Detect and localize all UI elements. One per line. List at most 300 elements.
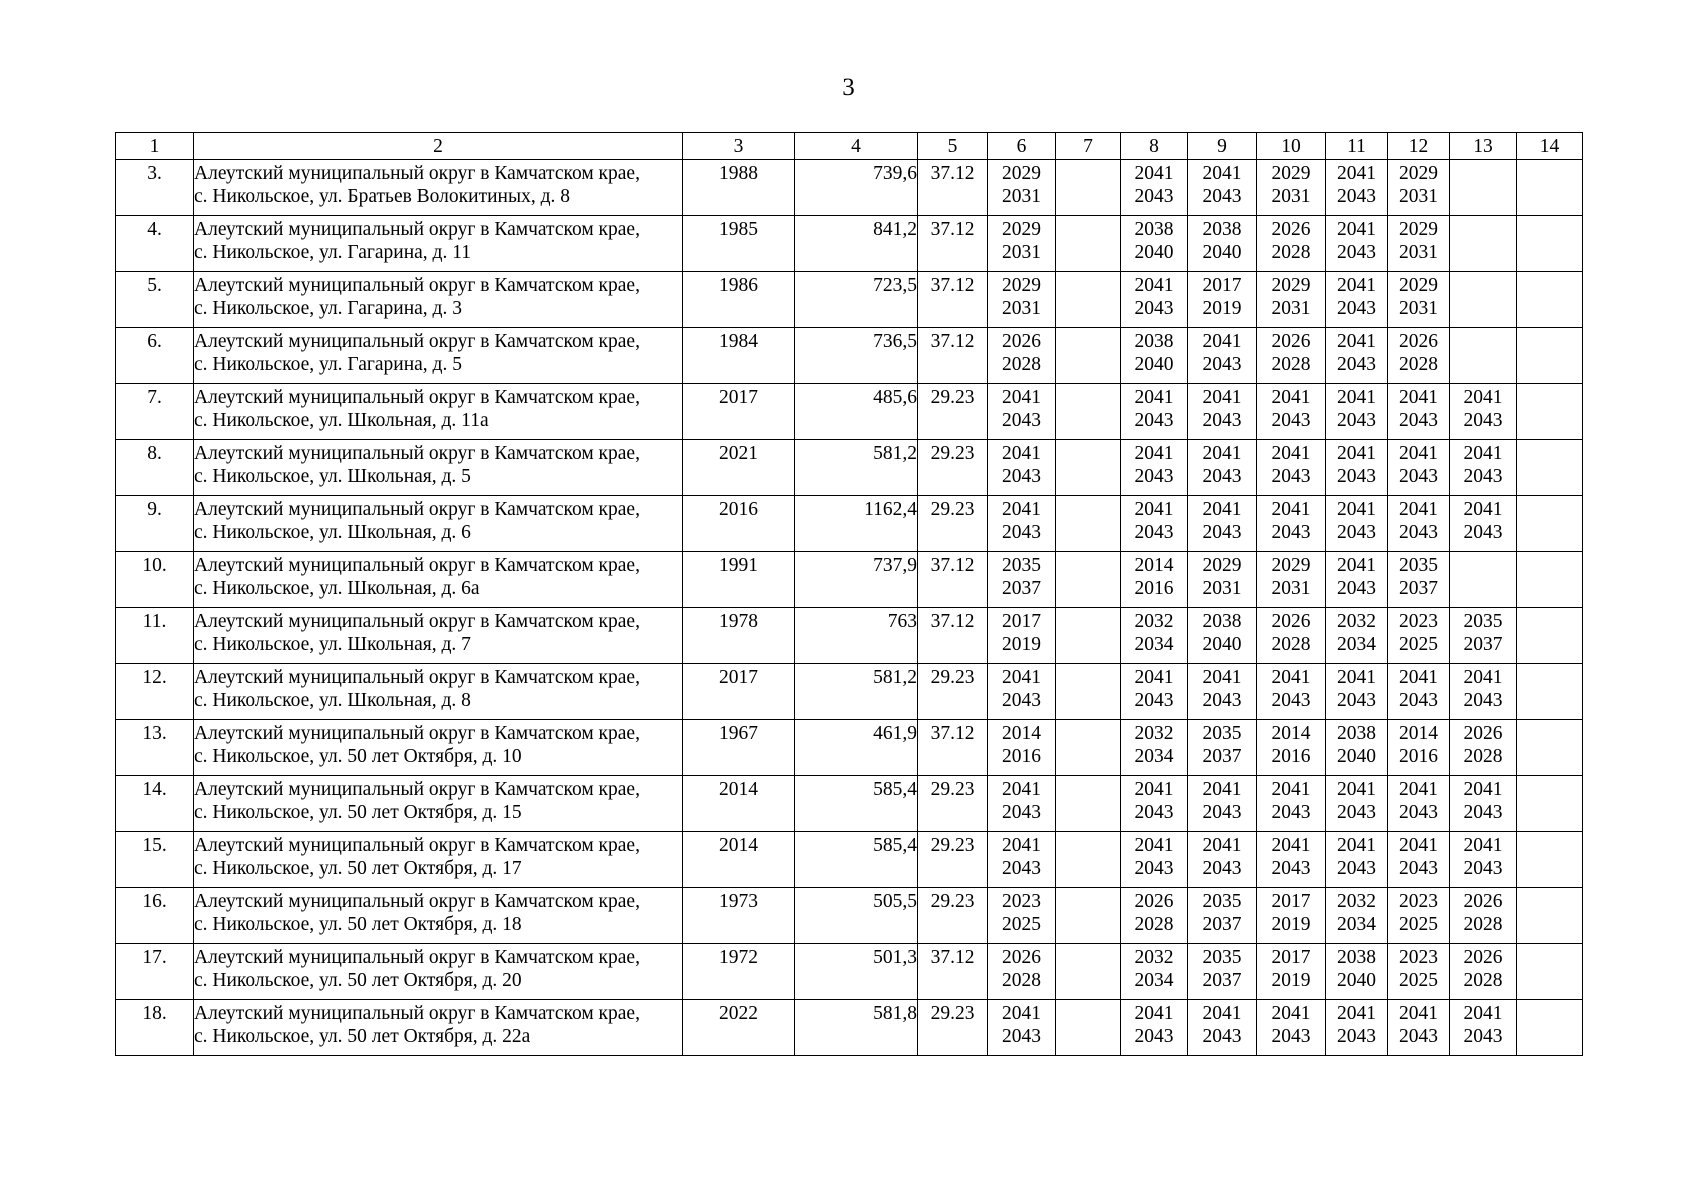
- period-year: 2040: [1202, 242, 1242, 263]
- period-year: 2041: [1463, 499, 1503, 520]
- address-line: Алеутский муниципальный округ в Камчатском крае,: [194, 947, 640, 968]
- area-cell: 737,9: [795, 552, 918, 608]
- period-year: 2028: [1463, 970, 1503, 991]
- period-cell-c11: [1326, 776, 1388, 832]
- period-year: 2043: [1002, 802, 1041, 823]
- row-number-cell: 3.: [116, 160, 194, 216]
- period-cell-c6: [988, 832, 1056, 888]
- address-line: с. Никольское, ул. Гагарина, д. 11: [194, 242, 471, 263]
- period-year: 2019: [1002, 634, 1041, 655]
- column-header-8: 8: [1121, 133, 1188, 160]
- period-year: 2043: [1463, 466, 1503, 487]
- build-year-cell: 2016: [683, 496, 795, 552]
- address-cell: [194, 832, 683, 888]
- row-number-cell: 5.: [116, 272, 194, 328]
- column-header-10: 10: [1257, 133, 1326, 160]
- period-year: 2031: [1399, 298, 1438, 319]
- period-cell-c13: [1450, 944, 1517, 1000]
- period-year: 2043: [1337, 858, 1376, 879]
- code-cell: 29.23: [918, 832, 988, 888]
- address-line: с. Никольское, ул. 50 лет Октября, д. 17: [194, 858, 522, 879]
- area-cell: 581,2: [795, 664, 918, 720]
- period-cell-c7: [1056, 216, 1121, 272]
- period-year: 2031: [1271, 578, 1311, 599]
- address-line: Алеутский муниципальный округ в Камчатском крае,: [194, 723, 640, 744]
- table-row: [116, 776, 1583, 832]
- area-cell: 723,5: [795, 272, 918, 328]
- column-number-header-row: [116, 133, 1583, 160]
- period-cell-c13: [1450, 888, 1517, 944]
- period-year: 2041: [1002, 667, 1041, 688]
- period-cell-c14: [1517, 944, 1583, 1000]
- period-cell-c8: [1121, 440, 1188, 496]
- address-line: с. Никольское, ул. 50 лет Октября, д. 18: [194, 914, 522, 935]
- period-year: 2043: [1002, 466, 1041, 487]
- period-year: 2043: [1002, 1026, 1041, 1047]
- period-cell-c9: [1188, 328, 1257, 384]
- code-cell: 37.12: [918, 272, 988, 328]
- period-year: 2043: [1337, 802, 1376, 823]
- row-number-cell: 10.: [116, 552, 194, 608]
- period-cell-c10: [1257, 496, 1326, 552]
- period-cell-c8: [1121, 944, 1188, 1000]
- code-cell: 37.12: [918, 216, 988, 272]
- address-cell: [194, 272, 683, 328]
- period-year: 2043: [1271, 1026, 1311, 1047]
- period-cell-c7: [1056, 608, 1121, 664]
- build-year-cell: 1973: [683, 888, 795, 944]
- period-year: 2043: [1134, 1026, 1174, 1047]
- period-year: 2041: [1002, 499, 1041, 520]
- period-cell-c8: [1121, 552, 1188, 608]
- address-line: Алеутский муниципальный округ в Камчатском крае,: [194, 163, 640, 184]
- period-cell-c11: [1326, 440, 1388, 496]
- period-year: 2019: [1271, 914, 1311, 935]
- period-year: 2041: [1134, 667, 1174, 688]
- period-year: 2037: [1202, 746, 1242, 767]
- address-line: с. Никольское, ул. Школьная, д. 8: [194, 690, 471, 711]
- table-row: [116, 216, 1583, 272]
- address-line: Алеутский муниципальный округ в Камчатском крае,: [194, 611, 640, 632]
- period-year: 2041: [1337, 387, 1376, 408]
- period-cell-c12: [1388, 496, 1450, 552]
- build-year-cell: 1988: [683, 160, 795, 216]
- period-cell-c7: [1056, 384, 1121, 440]
- address-cell: [194, 552, 683, 608]
- period-cell-c6: [988, 552, 1056, 608]
- period-year: 2038: [1134, 219, 1174, 240]
- period-year: 2026: [1271, 611, 1311, 632]
- period-cell-c8: [1121, 888, 1188, 944]
- address-cell: [194, 1000, 683, 1056]
- address-line: Алеутский муниципальный округ в Камчатском крае,: [194, 667, 640, 688]
- period-year: 2025: [1399, 634, 1438, 655]
- period-cell-c9: [1188, 552, 1257, 608]
- period-year: 2028: [1271, 634, 1311, 655]
- period-cell-c12: [1388, 216, 1450, 272]
- period-year: 2032: [1134, 611, 1174, 632]
- address-line: Алеутский муниципальный округ в Камчатском крае,: [194, 555, 640, 576]
- period-year: 2041: [1202, 499, 1242, 520]
- code-cell: 29.23: [918, 776, 988, 832]
- period-cell-c13: [1450, 720, 1517, 776]
- address-line: Алеутский муниципальный округ в Камчатском крае,: [194, 219, 640, 240]
- period-cell-c13: [1450, 608, 1517, 664]
- period-year: 2016: [1399, 746, 1438, 767]
- period-year: 2040: [1337, 970, 1376, 991]
- column-header-7: 7: [1056, 133, 1121, 160]
- period-cell-c9: [1188, 440, 1257, 496]
- period-cell-c8: [1121, 160, 1188, 216]
- period-cell-c10: [1257, 664, 1326, 720]
- period-year: 2043: [1134, 522, 1174, 543]
- area-cell: 501,3: [795, 944, 918, 1000]
- period-year: 2041: [1463, 667, 1503, 688]
- period-year: 2041: [1271, 1003, 1311, 1024]
- period-year: 2032: [1337, 611, 1376, 632]
- period-cell-c6: [988, 944, 1056, 1000]
- period-year: 2029: [1271, 275, 1311, 296]
- period-year: 2041: [1134, 1003, 1174, 1024]
- code-cell: 29.23: [918, 888, 988, 944]
- area-cell: 581,2: [795, 440, 918, 496]
- page-number: 3: [842, 74, 855, 101]
- period-cell-c8: [1121, 496, 1188, 552]
- period-year: 2043: [1134, 186, 1174, 207]
- period-year: 2041: [1463, 779, 1503, 800]
- build-year-cell: 2017: [683, 384, 795, 440]
- period-year: 2043: [1002, 690, 1041, 711]
- period-cell-c11: [1326, 216, 1388, 272]
- period-year: 2041: [1337, 667, 1376, 688]
- build-year-cell: 1978: [683, 608, 795, 664]
- period-year: 2041: [1337, 499, 1376, 520]
- period-cell-c7: [1056, 720, 1121, 776]
- period-cell-c6: [988, 1000, 1056, 1056]
- period-cell-c11: [1326, 1000, 1388, 1056]
- period-year: 2014: [1399, 723, 1438, 744]
- column-header-6: 6: [988, 133, 1056, 160]
- period-cell-c11: [1326, 888, 1388, 944]
- period-year: 2041: [1337, 331, 1376, 352]
- period-year: 2043: [1271, 466, 1311, 487]
- column-header-4: 4: [795, 133, 918, 160]
- period-cell-c7: [1056, 888, 1121, 944]
- period-year: 2043: [1337, 242, 1376, 263]
- period-cell-c7: [1056, 160, 1121, 216]
- table-row: [116, 328, 1583, 384]
- address-cell: [194, 944, 683, 1000]
- period-year: 2041: [1134, 835, 1174, 856]
- period-cell-c8: [1121, 664, 1188, 720]
- period-cell-c12: [1388, 440, 1450, 496]
- period-year: 2026: [1134, 891, 1174, 912]
- address-cell: [194, 328, 683, 384]
- table-row: [116, 608, 1583, 664]
- period-year: 2041: [1271, 499, 1311, 520]
- code-cell: 37.12: [918, 720, 988, 776]
- period-year: 2038: [1202, 611, 1242, 632]
- period-cell-c10: [1257, 608, 1326, 664]
- address-line: с. Никольское, ул. Гагарина, д. 5: [194, 354, 462, 375]
- period-cell-c11: [1326, 552, 1388, 608]
- period-year: 2037: [1463, 634, 1503, 655]
- code-cell: 29.23: [918, 440, 988, 496]
- period-cell-c10: [1257, 440, 1326, 496]
- table-row: [116, 272, 1583, 328]
- period-cell-c7: [1056, 776, 1121, 832]
- period-cell-c12: [1388, 384, 1450, 440]
- period-cell-c6: [988, 216, 1056, 272]
- period-year: 2031: [1202, 578, 1242, 599]
- table-row: [116, 1000, 1583, 1056]
- period-year: 2043: [1202, 466, 1242, 487]
- period-cell-c6: [988, 720, 1056, 776]
- code-cell: 37.12: [918, 552, 988, 608]
- area-cell: 841,2: [795, 216, 918, 272]
- period-year: 2041: [1337, 219, 1376, 240]
- period-cell-c7: [1056, 496, 1121, 552]
- table-row: [116, 720, 1583, 776]
- period-year: 2026: [1271, 331, 1311, 352]
- column-header-13: 13: [1450, 133, 1517, 160]
- period-year: 2041: [1399, 667, 1438, 688]
- table-row: [116, 832, 1583, 888]
- period-year: 2023: [1399, 947, 1438, 968]
- table-row: [116, 944, 1583, 1000]
- period-year: 2029: [1002, 275, 1041, 296]
- address-cell: [194, 384, 683, 440]
- period-year: 2041: [1271, 835, 1311, 856]
- code-cell: 37.12: [918, 944, 988, 1000]
- period-year: 2035: [1202, 947, 1242, 968]
- period-cell-c14: [1517, 160, 1583, 216]
- address-line: с. Никольское, ул. 50 лет Октября, д. 20: [194, 970, 522, 991]
- build-year-cell: 2021: [683, 440, 795, 496]
- period-cell-c6: [988, 776, 1056, 832]
- period-year: 2016: [1134, 578, 1174, 599]
- period-cell-c11: [1326, 944, 1388, 1000]
- period-year: 2043: [1271, 858, 1311, 879]
- period-year: 2028: [1002, 354, 1041, 375]
- period-cell-c12: [1388, 776, 1450, 832]
- period-year: 2028: [1002, 970, 1041, 991]
- code-cell: 37.12: [918, 328, 988, 384]
- period-cell-c6: [988, 384, 1056, 440]
- period-year: 2016: [1002, 746, 1041, 767]
- period-year: 2041: [1202, 1003, 1242, 1024]
- period-year: 2017: [1202, 275, 1242, 296]
- period-year: 2028: [1271, 354, 1311, 375]
- period-cell-c14: [1517, 216, 1583, 272]
- period-year: 2026: [1463, 723, 1503, 744]
- build-year-cell: 2022: [683, 1000, 795, 1056]
- period-cell-c7: [1056, 552, 1121, 608]
- row-number-cell: 18.: [116, 1000, 194, 1056]
- period-year: 2034: [1337, 914, 1376, 935]
- period-cell-c9: [1188, 664, 1257, 720]
- period-cell-c11: [1326, 664, 1388, 720]
- period-cell-c14: [1517, 720, 1583, 776]
- row-number-cell: 13.: [116, 720, 194, 776]
- period-year: 2041: [1202, 163, 1242, 184]
- period-year: 2043: [1337, 354, 1376, 375]
- period-year: 2026: [1463, 891, 1503, 912]
- build-year-cell: 1986: [683, 272, 795, 328]
- period-cell-c9: [1188, 776, 1257, 832]
- period-year: 2043: [1399, 410, 1438, 431]
- period-year: 2023: [1399, 891, 1438, 912]
- period-year: 2031: [1002, 186, 1041, 207]
- code-cell: 29.23: [918, 384, 988, 440]
- period-year: 2043: [1463, 858, 1503, 879]
- build-year-cell: 1972: [683, 944, 795, 1000]
- period-year: 2043: [1134, 858, 1174, 879]
- period-cell-c9: [1188, 888, 1257, 944]
- period-cell-c12: [1388, 720, 1450, 776]
- area-cell: 1162,4: [795, 496, 918, 552]
- period-cell-c11: [1326, 608, 1388, 664]
- address-cell: [194, 888, 683, 944]
- period-year: 2041: [1337, 1003, 1376, 1024]
- period-year: 2037: [1002, 578, 1041, 599]
- table-row: [116, 496, 1583, 552]
- period-year: 2041: [1134, 443, 1174, 464]
- period-year: 2043: [1134, 690, 1174, 711]
- period-year: 2041: [1202, 331, 1242, 352]
- period-year: 2043: [1002, 410, 1041, 431]
- period-cell-c6: [988, 328, 1056, 384]
- period-cell-c13: [1450, 384, 1517, 440]
- period-year: 2028: [1463, 914, 1503, 935]
- address-line: Алеутский муниципальный округ в Камчатском крае,: [194, 331, 640, 352]
- period-year: 2043: [1271, 690, 1311, 711]
- period-year: 2017: [1271, 947, 1311, 968]
- address-cell: [194, 216, 683, 272]
- area-cell: 585,4: [795, 776, 918, 832]
- period-year: 2041: [1271, 667, 1311, 688]
- period-cell-c8: [1121, 608, 1188, 664]
- build-year-cell: 2014: [683, 832, 795, 888]
- period-year: 2038: [1337, 723, 1376, 744]
- address-line: с. Никольское, ул. Школьная, д. 11а: [194, 410, 489, 431]
- period-year: 2032: [1337, 891, 1376, 912]
- period-cell-c12: [1388, 608, 1450, 664]
- row-number-cell: 6.: [116, 328, 194, 384]
- period-cell-c7: [1056, 272, 1121, 328]
- period-cell-c9: [1188, 160, 1257, 216]
- period-year: 2041: [1002, 779, 1041, 800]
- row-number-cell: 16.: [116, 888, 194, 944]
- period-year: 2025: [1399, 914, 1438, 935]
- period-year: 2043: [1134, 298, 1174, 319]
- address-cell: [194, 440, 683, 496]
- period-year: 2043: [1271, 802, 1311, 823]
- address-line: с. Никольское, ул. 50 лет Октября, д. 15: [194, 802, 522, 823]
- period-year: 2041: [1463, 443, 1503, 464]
- period-cell-c14: [1517, 440, 1583, 496]
- period-cell-c7: [1056, 1000, 1121, 1056]
- period-cell-c9: [1188, 608, 1257, 664]
- period-cell-c9: [1188, 384, 1257, 440]
- period-year: 2034: [1134, 746, 1174, 767]
- period-cell-c6: [988, 888, 1056, 944]
- period-year: 2041: [1337, 443, 1376, 464]
- period-year: 2041: [1337, 779, 1376, 800]
- build-year-cell: 1985: [683, 216, 795, 272]
- period-year: 2037: [1202, 970, 1242, 991]
- period-cell-c7: [1056, 664, 1121, 720]
- period-cell-c8: [1121, 720, 1188, 776]
- period-year: 2016: [1271, 746, 1311, 767]
- address-line: Алеутский муниципальный округ в Камчатском крае,: [194, 1003, 640, 1024]
- period-cell-c10: [1257, 776, 1326, 832]
- period-year: 2035: [1002, 555, 1041, 576]
- period-cell-c12: [1388, 888, 1450, 944]
- period-year: 2041: [1134, 275, 1174, 296]
- period-year: 2041: [1271, 387, 1311, 408]
- period-cell-c12: [1388, 272, 1450, 328]
- period-year: 2040: [1337, 746, 1376, 767]
- period-cell-c14: [1517, 608, 1583, 664]
- period-year: 2041: [1002, 387, 1041, 408]
- period-cell-c10: [1257, 272, 1326, 328]
- build-year-cell: 2014: [683, 776, 795, 832]
- row-number-cell: 17.: [116, 944, 194, 1000]
- period-cell-c6: [988, 272, 1056, 328]
- period-year: 2043: [1202, 186, 1242, 207]
- period-year: 2040: [1134, 242, 1174, 263]
- period-year: 2043: [1202, 690, 1242, 711]
- period-year: 2029: [1399, 163, 1438, 184]
- period-year: 2041: [1202, 387, 1242, 408]
- row-number-cell: 11.: [116, 608, 194, 664]
- address-line: Алеутский муниципальный округ в Камчатском крае,: [194, 835, 640, 856]
- period-year: 2043: [1399, 466, 1438, 487]
- column-header-9: 9: [1188, 133, 1257, 160]
- period-cell-c13: [1450, 272, 1517, 328]
- table-row: [116, 440, 1583, 496]
- address-line: с. Никольское, ул. Братьев Волокитиных, д. 8: [194, 186, 570, 207]
- period-cell-c12: [1388, 160, 1450, 216]
- address-cell: [194, 496, 683, 552]
- period-year: 2026: [1002, 331, 1041, 352]
- period-year: 2041: [1337, 555, 1376, 576]
- period-year: 2029: [1271, 163, 1311, 184]
- period-cell-c13: [1450, 216, 1517, 272]
- area-cell: 585,4: [795, 832, 918, 888]
- period-year: 2043: [1202, 802, 1242, 823]
- period-cell-c8: [1121, 328, 1188, 384]
- period-cell-c10: [1257, 1000, 1326, 1056]
- column-header-12: 12: [1388, 133, 1450, 160]
- period-cell-c11: [1326, 160, 1388, 216]
- address-line: с. Никольское, ул. Школьная, д. 6а: [194, 578, 480, 599]
- address-cell: [194, 160, 683, 216]
- period-year: 2043: [1463, 802, 1503, 823]
- column-header-5: 5: [918, 133, 988, 160]
- period-year: 2031: [1002, 298, 1041, 319]
- address-line: Алеутский муниципальный округ в Камчатском крае,: [194, 443, 640, 464]
- period-year: 2014: [1002, 723, 1041, 744]
- period-cell-c12: [1388, 664, 1450, 720]
- address-cell: [194, 720, 683, 776]
- period-year: 2043: [1202, 354, 1242, 375]
- row-number-cell: 8.: [116, 440, 194, 496]
- period-year: 2040: [1202, 634, 1242, 655]
- period-year: 2041: [1002, 1003, 1041, 1024]
- period-cell-c9: [1188, 272, 1257, 328]
